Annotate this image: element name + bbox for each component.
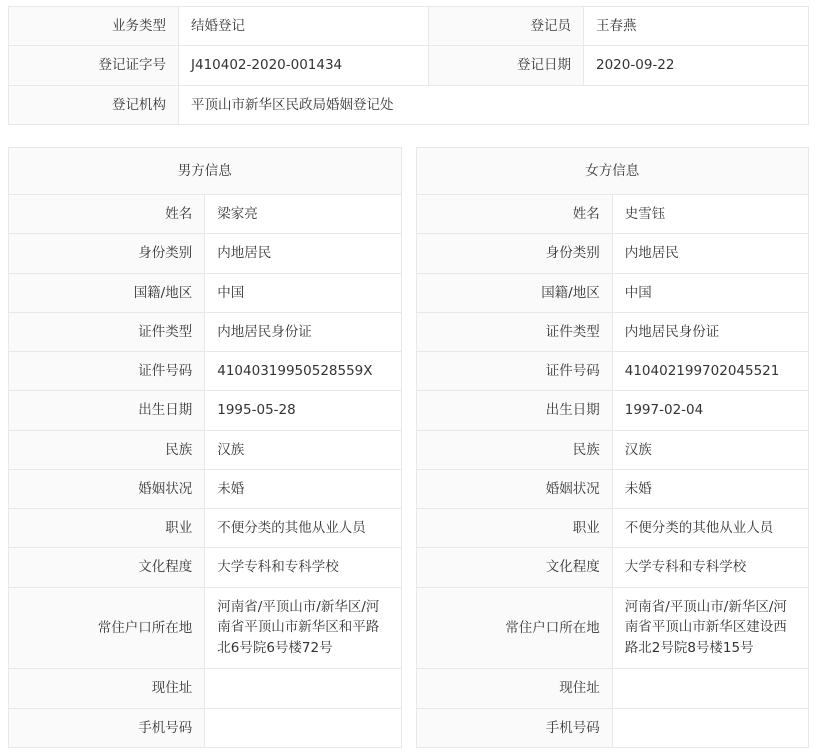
table-row [416,352,809,391]
field-label-birth-date: 出生日期 [416,391,612,430]
table-row [416,548,809,587]
table-row [416,391,809,430]
female-panel-title: 女方信息 [416,147,809,194]
table-row [9,352,402,391]
field-label-id-number: 证件号码 [9,352,205,391]
field-label-name: 姓名 [9,195,205,234]
table-row [416,669,809,708]
field-label-identity-category: 身份类别 [416,234,612,273]
field-label-mobile-number: 手机号码 [9,708,205,747]
field-label-occupation: 职业 [9,509,205,548]
field-value-marital-status: 未婚 [612,469,808,508]
field-label-education: 文化程度 [416,548,612,587]
field-label-ethnicity: 民族 [9,430,205,469]
field-label-mobile-number: 手机号码 [416,708,612,747]
field-value-ethnicity: 汉族 [205,430,401,469]
female-info-table [416,147,810,748]
field-label-business-type: 业务类型 [9,7,179,46]
field-label-ethnicity: 民族 [416,430,612,469]
male-panel-title: 男方信息 [9,147,402,194]
table-row [9,669,402,708]
field-value-current-address [612,669,808,708]
field-value-marital-status: 未婚 [205,469,401,508]
table-row [416,273,809,312]
field-label-birth-date: 出生日期 [9,391,205,430]
field-value-mobile-number [205,708,401,747]
table-row [9,548,402,587]
field-label-registrar: 登记员 [429,7,584,46]
table-row [9,85,809,124]
table-row [9,46,809,85]
field-value-id-type: 内地居民身份证 [205,312,401,351]
field-label-certificate-number: 登记证字号 [9,46,179,85]
field-label-household-address: 常住户口所在地 [9,587,205,669]
table-row [9,587,402,669]
table-row [9,234,402,273]
field-label-nationality: 国籍/地区 [9,273,205,312]
table-row [416,708,809,747]
field-label-registration-office: 登记机构 [9,85,179,124]
table-row [9,509,402,548]
field-label-name: 姓名 [416,195,612,234]
table-row [416,469,809,508]
field-label-id-type: 证件类型 [9,312,205,351]
field-value-education: 大学专科和专科学校 [612,548,808,587]
table-row [416,430,809,469]
female-info-panel [416,147,810,748]
field-label-current-address: 现住址 [416,669,612,708]
table-row [416,312,809,351]
female-panel-header-row [416,147,809,194]
table-row [416,234,809,273]
field-value-id-type: 内地居民身份证 [612,312,808,351]
field-value-occupation: 不便分类的其他从业人员 [205,509,401,548]
field-value-name: 史雪钰 [612,195,808,234]
table-row [416,195,809,234]
field-label-household-address: 常住户口所在地 [416,587,612,669]
field-value-nationality: 中国 [205,273,401,312]
field-value-name: 梁家亮 [205,195,401,234]
table-row [416,587,809,669]
field-value-certificate-number: J410402-2020-001434 [179,46,429,85]
field-value-nationality: 中国 [612,273,808,312]
field-label-id-type: 证件类型 [416,312,612,351]
field-value-id-number: 41040319950528559X [205,352,401,391]
field-label-identity-category: 身份类别 [9,234,205,273]
table-row [9,391,402,430]
table-row [416,509,809,548]
field-value-ethnicity: 汉族 [612,430,808,469]
field-value-occupation: 不便分类的其他从业人员 [612,509,808,548]
field-label-education: 文化程度 [9,548,205,587]
field-label-nationality: 国籍/地区 [416,273,612,312]
field-label-marital-status: 婚姻状况 [416,469,612,508]
field-value-birth-date: 1997-02-04 [612,391,808,430]
field-label-id-number: 证件号码 [416,352,612,391]
field-value-current-address [205,669,401,708]
table-row [9,195,402,234]
field-value-household-address: 河南省/平顶山市/新华区/河南省平顶山市新华区建设西路北2号院8号楼15号 [612,587,808,669]
field-label-occupation: 职业 [416,509,612,548]
field-value-identity-category: 内地居民 [205,234,401,273]
field-value-registration-date: 2020-09-22 [584,46,809,85]
field-value-identity-category: 内地居民 [612,234,808,273]
summary-table [8,6,809,125]
field-value-business-type: 结婚登记 [179,7,429,46]
male-panel-header-row [9,147,402,194]
table-row [9,7,809,46]
table-row [9,312,402,351]
male-info-panel [8,147,402,748]
party-info-panels [8,147,809,748]
field-value-household-address: 河南省/平顶山市/新华区/河南省平顶山市新华区和平路北6号院6号楼72号 [205,587,401,669]
field-label-marital-status: 婚姻状况 [9,469,205,508]
field-value-registration-office: 平顶山市新华区民政局婚姻登记处 [179,85,809,124]
table-row [9,430,402,469]
field-label-registration-date: 登记日期 [429,46,584,85]
field-label-current-address: 现住址 [9,669,205,708]
section-spacer [8,125,809,147]
field-value-registrar: 王春燕 [584,7,809,46]
field-value-id-number: 410402199702045521 [612,352,808,391]
table-row [9,469,402,508]
male-info-table [8,147,402,748]
table-row [9,708,402,747]
field-value-education: 大学专科和专科学校 [205,548,401,587]
table-row [9,273,402,312]
field-value-mobile-number [612,708,808,747]
field-value-birth-date: 1995-05-28 [205,391,401,430]
